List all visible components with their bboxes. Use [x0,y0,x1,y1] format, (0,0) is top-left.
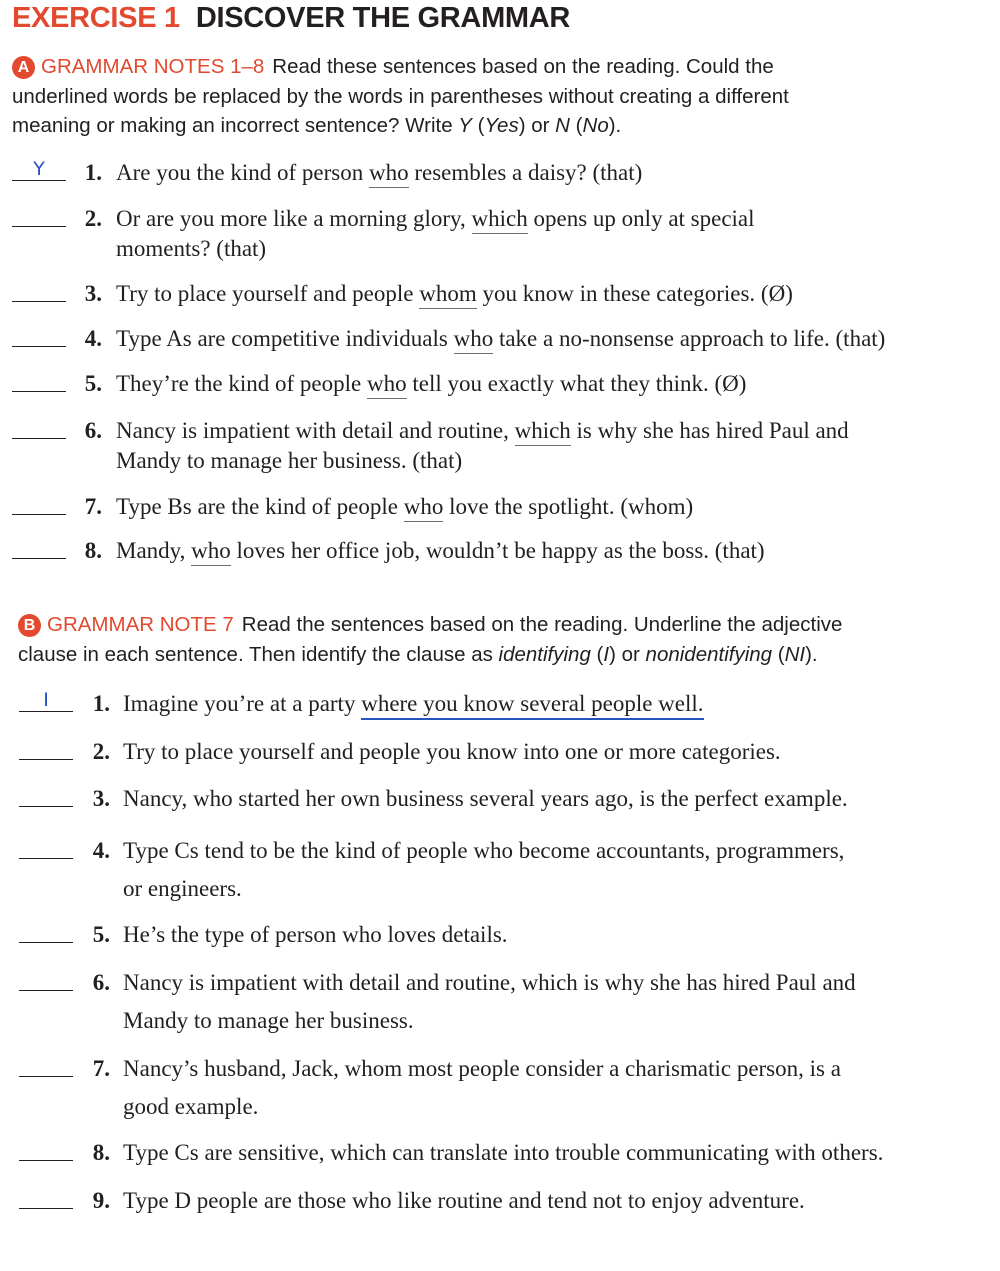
underlined-word: where you know several people well. [361,691,703,720]
item-sentence-continued: Mandy to manage her business. (that) [116,448,463,473]
item-number: 4. [84,326,102,351]
sentence-part: Type Cs tend to be the kind of people who become accountants, programmers, [123,838,845,863]
sentence-part: resembles a daisy? (that) [408,160,643,185]
item-sentence [123,786,848,812]
item-number: 5. [84,371,102,396]
sentence-part: opens up only at special [527,206,755,231]
part-a-grammar-note: GRAMMAR NOTES 1–8 [41,55,265,78]
part-b-instructions [18,610,998,669]
exercise-item [0,1056,1000,1126]
exercise-item [0,786,1000,820]
exercise-item [0,494,1000,528]
item-sentence [116,371,746,397]
answer-blank[interactable] [19,739,73,760]
exercise-item [0,281,1000,315]
part-a-instructions [12,52,997,141]
exercise-item [0,418,1000,488]
answer-blank[interactable] [12,538,66,559]
exercise-item [0,1188,1000,1222]
answer-text: I [43,689,49,711]
item-number: 6. [84,418,102,443]
sentence-part: Nancy is impatient with detail and routine, which is why she has hired Paul and [123,970,856,995]
sentence-part: Mandy, [116,538,192,563]
exercise-item [0,326,1000,360]
paren: ) or [518,114,556,137]
exercise-item [0,371,1000,405]
paren: ( [471,114,485,137]
item-number: 5. [92,922,110,947]
no-letter: N [555,114,570,137]
part-a-badge: A [12,56,35,79]
identifying-word: identifying [498,642,591,666]
underlined-word: which [472,206,528,234]
item-number: 1. [92,691,110,716]
exercise-item [0,1140,1000,1174]
item-number: 3. [84,281,102,306]
underlined-word: who [367,371,407,399]
answer-blank[interactable] [12,160,66,181]
item-number: 7. [84,494,102,519]
sentence-part: Imagine you’re at a party [123,691,362,716]
sentence-part: Type Cs are sensitive, which can translate into trouble communicating with others. [123,1140,884,1165]
sentence-part: They’re the kind of people [116,371,367,396]
exercise-item [0,691,1000,725]
part-a-line-1: Read these sentences based on the reading. Could the [272,55,774,78]
part-b-line-1: Read the sentences based on the reading. Underline the adjective [241,613,843,636]
item-sentence [123,1140,883,1166]
sentence-part: you know in these categories. (Ø) [476,281,793,306]
item-sentence [116,326,885,352]
paren: ( [590,642,604,666]
answer-blank[interactable] [12,371,66,392]
sentence-part: Nancy is impatient with detail and routine, [116,418,515,443]
sentence-part: Type D people are those who like routine and tend not to enjoy adventure. [123,1188,805,1213]
answer-blank[interactable] [19,970,73,991]
item-sentence [116,538,765,564]
item-sentence-continued: moments? (that) [116,236,267,261]
item-number: 4. [92,838,110,863]
part-b-badge: B [18,614,41,637]
paren: ( [569,114,583,137]
item-number: 7. [92,1056,110,1081]
underlined-word: who [454,326,494,354]
item-number: 2. [84,206,102,231]
item-sentence [123,1056,841,1082]
sentence-part: Type Bs are the kind of people [116,494,404,519]
item-sentence-continued: good example. [123,1094,259,1119]
exercise-item [0,538,1000,572]
exercise-item [0,970,1000,1040]
item-sentence [123,691,704,717]
part-b-line-2: clause in each sentence. Then identify the clause as [18,642,499,666]
underlined-word: who [404,494,444,522]
exercise-item [0,922,1000,956]
item-number: 3. [92,786,110,811]
sentence-part: loves her office job, wouldn’t be happy as the boss. (that) [230,538,765,563]
part-a-line-3: meaning or making an incorrect sentence? Write [12,114,459,137]
part-b-grammar-note: GRAMMAR NOTE 7 [47,613,234,636]
sentence-part: love the spotlight. (whom) [443,494,694,519]
item-sentence-continued: Mandy to manage her business. [123,1008,414,1033]
exercise-heading [12,2,570,35]
exercise-item [0,838,1000,908]
paren: ( [772,642,785,666]
item-sentence [116,206,755,232]
sentence-part: take a no-nonsense approach to life. (that) [493,326,886,351]
item-sentence [123,739,781,765]
item-sentence [116,281,793,307]
item-sentence [123,922,508,948]
item-sentence [123,838,844,864]
exercise-item [0,206,1000,276]
answer-blank[interactable] [19,1056,73,1077]
item-number: 1. [84,160,102,185]
item-number: 2. [92,739,110,764]
sentence-part: Try to place yourself and people you know into one or more categories. [123,739,781,764]
sentence-part: Nancy’s husband, Jack, whom most people consider a charismatic person, is a [123,1056,841,1081]
answer-blank[interactable] [12,326,66,347]
answer-blank[interactable] [19,1140,73,1161]
item-sentence-continued: or engineers. [123,876,242,901]
nonidentifying-letter: NI [784,642,806,666]
sentence-part: Type As are competitive individuals [116,326,454,351]
item-number: 6. [92,970,110,995]
underlined-word: whom [419,281,477,309]
answer-blank[interactable] [19,1188,73,1209]
item-sentence [116,418,849,444]
item-number: 8. [92,1140,110,1165]
part-a-line-2: underlined words be replaced by the words in parentheses without creating a different [12,84,789,108]
yes-word: Yes [484,114,519,137]
answer-blank[interactable] [19,786,73,807]
underlined-word: who [369,160,409,188]
exercise-title: DISCOVER THE GRAMMAR [195,2,571,34]
yes-letter: Y [458,114,472,137]
item-sentence [123,1188,805,1214]
paren: ). [805,642,818,666]
item-number: 8. [84,538,102,563]
sentence-part: He’s the type of person who loves details. [123,922,508,947]
answer-blank[interactable] [12,418,66,439]
paren: ) or [609,642,646,666]
underlined-word: which [515,418,571,446]
answer-blank[interactable] [12,494,66,515]
answer-blank[interactable] [12,281,66,302]
underlined-word: who [191,538,231,566]
answer-blank[interactable] [19,691,73,712]
exercise-item [0,160,1000,194]
sentence-part: Or are you more like a morning glory, [116,206,472,231]
answer-blank[interactable] [12,206,66,227]
identifying-letter: I [603,642,610,666]
answer-blank[interactable] [19,922,73,943]
sentence-part: Are you the kind of person [116,160,369,185]
answer-text: Y [33,158,45,180]
answer-blank[interactable] [19,838,73,859]
sentence-part: tell you exactly what they think. (Ø) [406,371,747,396]
sentence-part: Try to place yourself and people [116,281,420,306]
sentence-part: is why she has hired Paul and [570,418,849,443]
item-sentence [123,970,856,996]
item-sentence [116,494,693,520]
sentence-part: Nancy, who started her own business several years ago, is the perfect example. [123,786,848,811]
item-number: 9. [92,1188,110,1213]
item-sentence [116,160,642,186]
nonidentifying-word: nonidentifying [645,642,773,666]
exercise-item [0,739,1000,773]
no-word: No [582,114,609,137]
paren: ). [608,114,622,137]
exercise-number: EXERCISE 1 [12,2,180,34]
